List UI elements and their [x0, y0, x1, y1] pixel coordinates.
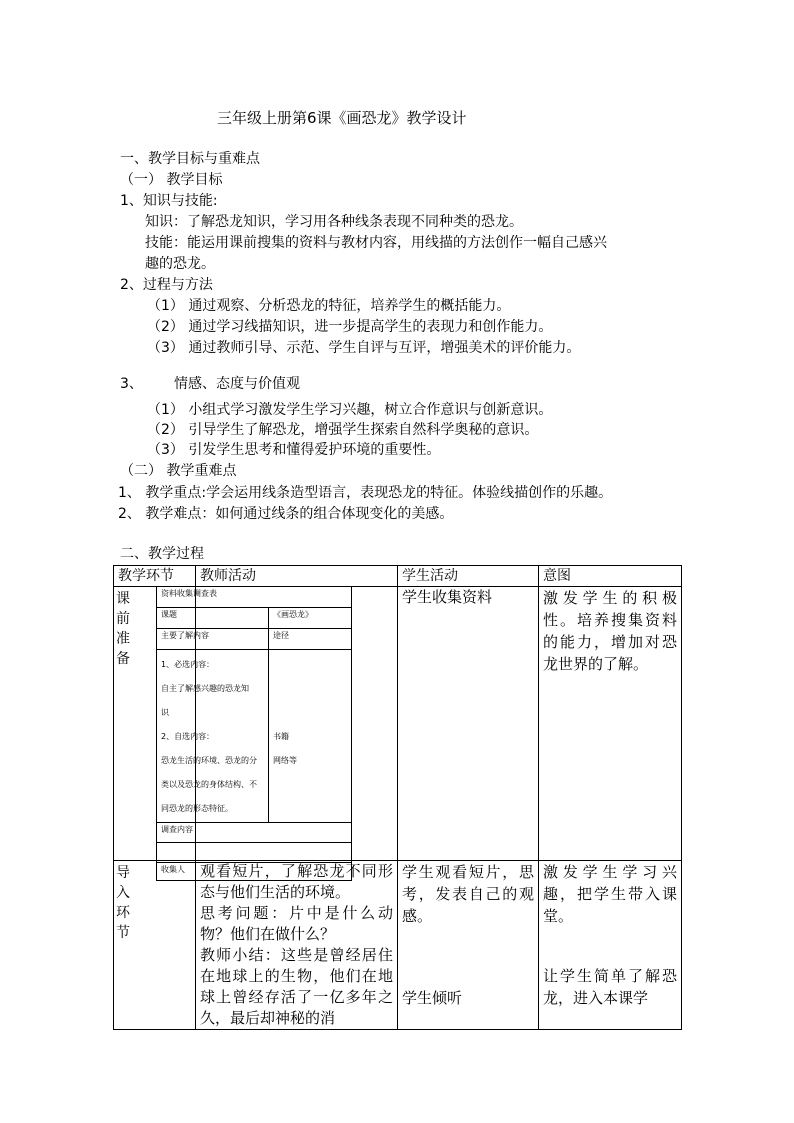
student-activity-introduction [398, 861, 539, 1030]
survey-main-label: 主要了解内容 [157, 629, 269, 650]
survey-channel-2: 网络等 [273, 756, 297, 765]
survey-channel-label: 途径 [269, 629, 352, 650]
intent-preparation: 激发学生的积极性。培养搜集资料的能力，增加对恐龙世界的了解。 [539, 587, 682, 861]
attitude-item-3: （3） 引发学生思考和懂得爱护环境的重要性。 [147, 442, 441, 458]
survey-channel-1: 书籍 [273, 732, 289, 741]
intent-intro-text-2: 让学生简单了解恐龙，进入本课学 [543, 967, 677, 1007]
key-point-2: 2、 教学难点：如何通过线条的组合体现变化的美感。 [118, 506, 454, 522]
subheading-teaching-goals: （一） 教学目标 [120, 172, 223, 188]
process-item-3: （3） 通过教师引导、示范、学生自评与互评，增强美术的评价能力。 [147, 340, 581, 356]
header-stage: 教学环节 [114, 566, 196, 587]
goal-attitude-values: 情感、态度与价值观 [174, 376, 300, 392]
page-title: 三年级上册第6课《画恐龙》教学设计 [217, 109, 467, 127]
subheading-key-points: （二） 教学重难点 [120, 463, 237, 479]
survey-topic-value: 《画恐龙》 [269, 608, 352, 629]
survey-content-cell [157, 650, 269, 823]
survey-line-2: 自主了解感兴趣的恐龙知 [161, 684, 249, 693]
attitude-item-2: （2） 引导学生了解恐龙，增强学生探索自然科学奥秘的意识。 [147, 422, 539, 438]
teacher-intro-text-1: 观看短片，了解恐龙不同形态与他们生活的环境。 [200, 862, 393, 901]
goal-attitude-number: 3、 [120, 376, 143, 392]
survey-line-1: 1、必选内容： [161, 660, 215, 669]
student-intro-text-1: 学生观看短片，思考，发表自己的观感。 [402, 863, 534, 925]
header-student-activity: 学生活动 [398, 566, 539, 587]
survey-line-6: 类以及恐龙的身体结构、不 [161, 780, 257, 789]
survey-line-3: 识 [161, 708, 169, 717]
section-heading-objectives: 一、教学目标与重难点 [120, 151, 260, 167]
table-row-introduction [114, 861, 682, 1030]
goal-skill-text-2: 趣的恐龙。 [145, 256, 215, 272]
survey-title: 资料收集调查表 [157, 587, 352, 608]
goal-skill-text-1: 技能：能运用课前搜集的资料与教材内容，用线描的方法创作一幅自己感兴 [145, 235, 607, 251]
section-heading-process: 二、教学过程 [120, 546, 204, 562]
intent-introduction [539, 861, 682, 1030]
goal-knowledge-text: 知识：了解恐龙知识，学习用各种线条表现不同种类的恐龙。 [145, 214, 523, 230]
student-intro-text-2: 学生倾听 [402, 989, 463, 1007]
attitude-item-1: （1） 小组式学习激发学生学习兴趣，树立合作意识与创新意识。 [147, 402, 553, 418]
survey-line-5: 恐龙生活的环境、恐龙的分 [161, 756, 257, 765]
key-point-1: 1、 教学重点:学会运用线条造型语言，表现恐龙的特征。体验线描创作的乐趣。 [118, 485, 613, 501]
goal-knowledge-skills: 1、知识与技能: [120, 193, 218, 209]
survey-collector: 收集人 [157, 863, 352, 881]
survey-channel-cell [269, 650, 352, 823]
goal-process-methods: 2、过程与方法 [120, 277, 213, 293]
survey-form [156, 586, 351, 874]
process-item-2: （2） 通过学习线描知识，进一步提高学生的表现力和创作能力。 [147, 319, 553, 335]
stage-introduction: 导入环节 [114, 861, 196, 1030]
survey-line-4: 2、自选内容： [161, 732, 215, 741]
teacher-activity-introduction [196, 861, 398, 1030]
survey-blank-row [157, 843, 352, 863]
survey-line-7: 同恐龙的形态特征。 [161, 804, 233, 813]
survey-topic-label: 课题 [157, 608, 269, 629]
teacher-intro-text-2: 思考问题：片中是什么动物？他们在做什么？ [200, 904, 393, 943]
teacher-intro-text-3: 教师小结：这些是曾经居住在地球上的生物，他们在地球上曾经存活了一亿多年之久，最后却神秘的消 [200, 946, 393, 1027]
table-header-row [114, 566, 682, 587]
intent-intro-text-1: 激发学生学习兴趣，把学生带入课堂。 [543, 863, 677, 925]
survey-investigation-content: 调查内容 [157, 823, 352, 843]
header-intent: 意图 [539, 566, 682, 587]
student-activity-preparation: 学生收集资料 [398, 587, 539, 861]
header-teacher-activity: 教师活动 [196, 566, 398, 587]
stage-preparation: 课前准备 [114, 587, 196, 861]
process-item-1: （1） 通过观察、分析恐龙的特征，培养学生的概括能力。 [147, 298, 511, 314]
